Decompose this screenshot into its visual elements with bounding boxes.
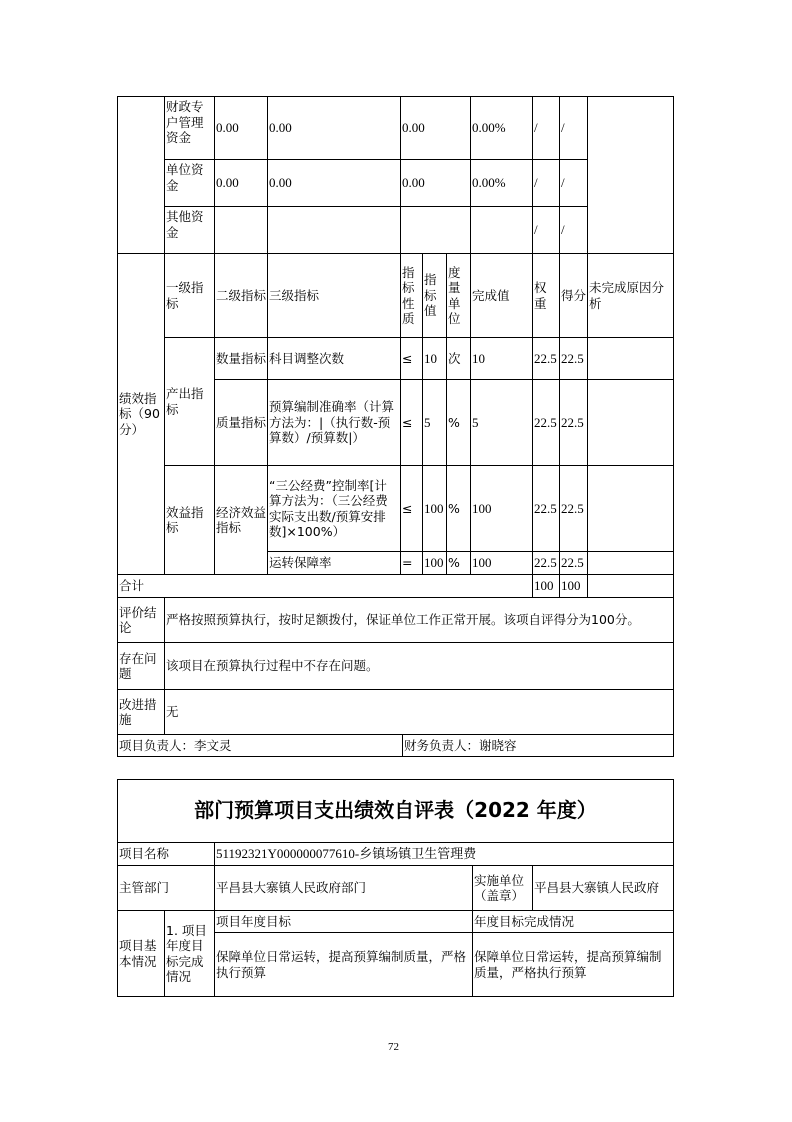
indicator-score: 22.5 bbox=[559, 551, 588, 575]
indicator-value: 100 bbox=[422, 465, 447, 552]
finance-leader: 财务负责人：谢晓容 bbox=[402, 734, 674, 757]
funding-value: 0.00 bbox=[214, 159, 268, 207]
indicator-weight: 22.5 bbox=[532, 379, 560, 466]
indicator-score: 22.5 bbox=[559, 379, 588, 466]
header-reason: 未完成原因分析 bbox=[587, 253, 674, 338]
project-leader: 项目负责人：李文灵 bbox=[117, 734, 403, 757]
page-number: 72 bbox=[388, 1041, 399, 1053]
funding-score: / bbox=[559, 96, 588, 160]
done-header: 年度目标完成情况 bbox=[472, 910, 674, 933]
indicator-reason bbox=[587, 551, 674, 575]
improve-text: 无 bbox=[164, 689, 674, 735]
goal-header: 项目年度目标 bbox=[214, 910, 473, 933]
funding-value bbox=[470, 206, 533, 254]
total-weight: 100 bbox=[532, 574, 560, 598]
indicator-value: 10 bbox=[422, 337, 447, 380]
level1-benefit: 效益指标 bbox=[164, 465, 215, 575]
indicator-nature: ≤ bbox=[400, 465, 423, 552]
funding-value: 0.00% bbox=[470, 96, 533, 160]
funding-value: 0.00 bbox=[267, 96, 401, 160]
header-unit: 度量单位 bbox=[446, 253, 471, 338]
total-score: 100 bbox=[559, 574, 588, 598]
indicator-name: 科目调整次数 bbox=[267, 337, 401, 380]
funding-value bbox=[267, 206, 401, 254]
indicator-reason bbox=[587, 337, 674, 380]
funding-label: 其他资金 bbox=[164, 206, 215, 254]
funding-value: 0.00% bbox=[470, 159, 533, 207]
indicator-done: 100 bbox=[470, 551, 533, 575]
indicator-score: 22.5 bbox=[559, 465, 588, 552]
conclusion-text: 严格按照预算执行，按时足额拨付，保证单位工作正常开展。该项自评得分为100分。 bbox=[164, 597, 674, 643]
project-name-label: 项目名称 bbox=[117, 842, 215, 866]
indicator-nature: ≤ bbox=[400, 379, 423, 466]
indicator-nature: ≤ bbox=[400, 337, 423, 380]
funding-weight: / bbox=[532, 159, 560, 207]
level2-quality: 质量指标 bbox=[214, 379, 268, 466]
project-name-value: 51192321Y000000077610-乡镇场镇卫生管理费 bbox=[214, 842, 674, 866]
indicator-weight: 22.5 bbox=[532, 337, 560, 380]
indicator-unit: % bbox=[446, 551, 471, 575]
impl-label: 实施单位（盖章） bbox=[472, 865, 533, 911]
indicator-reason bbox=[587, 379, 674, 466]
funding-label: 单位资金 bbox=[164, 159, 215, 207]
indicator-weight: 22.5 bbox=[532, 465, 560, 552]
funding-weight: / bbox=[532, 206, 560, 254]
header-done: 完成值 bbox=[470, 253, 533, 338]
indicator-unit: % bbox=[446, 379, 471, 466]
indicator-reason bbox=[587, 465, 674, 552]
indicator-unit: % bbox=[446, 465, 471, 552]
indicator-value: 5 bbox=[422, 379, 447, 466]
funding-value bbox=[214, 206, 268, 254]
funding-label: 财政专户管理资金 bbox=[164, 96, 215, 160]
indicator-name: “三公经费”控制率[计算方法为：（三公经费实际支出数/预算安排数]×100%） bbox=[267, 465, 401, 552]
funding-value: 0.00 bbox=[214, 96, 268, 160]
header-level3: 三级指标 bbox=[267, 253, 401, 338]
problems-text: 该项目在预算执行过程中不存在问题。 bbox=[164, 642, 674, 690]
improve-label: 改进措施 bbox=[117, 689, 165, 735]
level1-output: 产出指标 bbox=[164, 337, 215, 466]
indicator-done: 100 bbox=[470, 465, 533, 552]
funding-value: 0.00 bbox=[400, 96, 471, 160]
done-text: 保障单位日常运转，提高预算编制质量，严格执行预算 bbox=[472, 932, 674, 997]
continued-label-cell bbox=[117, 96, 165, 254]
empty-cell bbox=[587, 574, 674, 598]
level2-economic: 经济效益指标 bbox=[214, 465, 268, 575]
indicator-nature: = bbox=[400, 551, 423, 575]
basic-label: 项目基本情况 bbox=[117, 910, 165, 997]
dept-value: 平昌县大寨镇人民政府部门 bbox=[214, 865, 473, 911]
header-level2: 二级指标 bbox=[214, 253, 268, 338]
goal-text: 保障单位日常运转，提高预算编制质量，严格执行预算 bbox=[214, 932, 473, 997]
indicator-done: 5 bbox=[470, 379, 533, 466]
header-nature: 指标性质 bbox=[400, 253, 423, 338]
dept-label: 主管部门 bbox=[117, 865, 215, 911]
indicator-name: 预算编制准确率（计算方法为：|（执行数-预算数）/预算数|） bbox=[267, 379, 401, 466]
indicator-weight: 22.5 bbox=[532, 551, 560, 575]
funding-value bbox=[400, 206, 471, 254]
goal-label: 1. 项目年度目标完成情况 bbox=[164, 910, 215, 997]
empty-cell bbox=[587, 96, 674, 254]
funding-value: 0.00 bbox=[267, 159, 401, 207]
funding-score: / bbox=[559, 206, 588, 254]
level2-quantity: 数量指标 bbox=[214, 337, 268, 380]
header-level1: 一级指标 bbox=[164, 253, 215, 338]
indicator-done: 10 bbox=[470, 337, 533, 380]
header-value: 指标值 bbox=[422, 253, 447, 338]
conclusion-label: 评价结论 bbox=[117, 597, 165, 643]
indicator-score: 22.5 bbox=[559, 337, 588, 380]
indicator-name: 运转保障率 bbox=[267, 551, 401, 575]
indicator-unit: 次 bbox=[446, 337, 471, 380]
total-label: 合计 bbox=[117, 574, 533, 598]
header-score: 得分 bbox=[559, 253, 588, 338]
funding-value: 0.00 bbox=[400, 159, 471, 207]
indicator-value: 100 bbox=[422, 551, 447, 575]
form-title: 部门预算项目支出绩效自评表（2022 年度） bbox=[117, 779, 674, 843]
impl-value: 平昌县大寨镇人民政府 bbox=[532, 865, 674, 911]
header-weight: 权重 bbox=[532, 253, 560, 338]
problems-label: 存在问题 bbox=[117, 642, 165, 690]
perf-section-label: 绩效指标（90分） bbox=[117, 253, 165, 575]
funding-score: / bbox=[559, 159, 588, 207]
funding-weight: / bbox=[532, 96, 560, 160]
